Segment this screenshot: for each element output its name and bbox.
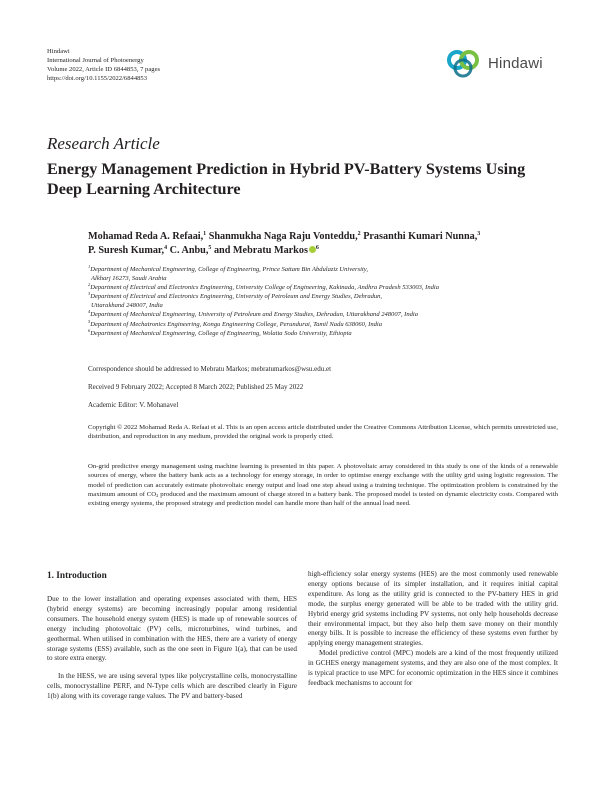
affiliation-item: $^2$Department of Electrical and Electronics Engineering, University College of Engineering, Kakinada, Andhra Pradesh 533003, India (88, 282, 439, 292)
author-list (88, 230, 558, 258)
hindawi-logo-icon (444, 46, 484, 80)
hindawi-logo (444, 46, 556, 80)
affiliation-item: $^1$Department of Mechanical Engineering, College of Engineering, Prince Sattam Bin Abdulaziz University, Alkharj 16273, Saudi Arabia (88, 264, 368, 283)
article-type: Research Article (47, 134, 160, 153)
copyright-notice: Copyright © 2022 Mohamad Reda A. Refaai et al. This is an open access article distributed under the Creative Commons Attribution License, which permits unrestricted use, distribution, and reproduction in any medium, provided the original work is properly cited. (88, 424, 558, 441)
doi-link[interactable]: https://doi.org/10.1155/2022/6844853 (47, 75, 148, 83)
author: C. Anbu,$^5$ (169, 245, 212, 256)
affiliations (88, 265, 558, 338)
author: Shanmukha Naga Raju Vonteddu,$^2$ (208, 231, 361, 242)
affiliation-item: $^3$Department of Electrical and Electronics Engineering, University of Petroleum and Energy Studies, Dehradun, Uttarakhand 248007, India (88, 291, 383, 310)
body-paragraph: In the HESS, we are using several types like polycrystalline cells, monocrystalline cells, monocrystalline PERF, and N-Type cells which are described clearly in Figure 1(b) along with its coverage range values. The PV and battery-based (47, 672, 297, 701)
affiliation-item: $^5$Department of Mechatronics Engineering, Kongu Engineering College, Perundurai, Tamil Nadu 638060, India (88, 318, 382, 328)
affiliation-item: $^6$Department of Mechanical Engineering, College of Engineering, Wolaita Sodo University, Ethiopia (88, 327, 352, 337)
logo-text: Hindawi (488, 54, 543, 72)
volume-line: Volume 2022, Article ID 6844853, 7 pages (47, 66, 161, 74)
publication-dates: Received 9 February 2022; Accepted 8 March 2022; Published 25 May 2022 (88, 383, 304, 391)
journal-meta (47, 47, 160, 83)
section-heading: 1. Introduction (47, 571, 107, 581)
body-column-left (47, 570, 297, 702)
abstract: On-grid predictive energy management using machine learning is presented in this paper. A photovoltaic array considered in this study is one of the kinds of a renewable sources of energy, where the battery bank acts as a technology for energy storage, in order to optimise energy exchange with the utility grid using logistic regression. The model of prediction can accurately estimate photovoltaic energy output and load one step ahead using a training technique. The optimization problem is constrained by the maximum amount of $CO_2$ produced and the maximum amount of charge stored in a battery bank. The proposed model is tested on dynamic electricity costs. Compared with existing energy systems, the proposed strategy and prediction model can handle more than half of the annual load need. (88, 463, 558, 508)
author: P. Suresh Kumar,$^4$ (88, 245, 168, 256)
author: and Mebratu Markos $^6$ (213, 245, 319, 256)
publisher-name: Hindawi (47, 48, 70, 55)
author: Prasanthi Kumari Nunna,$^3$ (363, 231, 481, 242)
author: Mohamad Reda A. Refaai,$^1$ (88, 231, 207, 242)
journal-name: International Journal of Photoenergy (47, 57, 144, 65)
correspondence-note: Correspondence should be addressed to Mebratu Markos; mebratumarkos@wsu.edu.et (88, 365, 332, 373)
body-paragraph: Model predictive control (MPC) models are a kind of the most frequently utilized in GCHES energy management systems, and they are also one of the most complex. It is typical practice to use MPC for economic optimization in the HES since it combines feedback mechanisms to account for (308, 649, 558, 687)
academic-editor: Academic Editor: V. Mohanavel (88, 401, 179, 409)
body-paragraph: high-efficiency solar energy systems (HES) are the most commonly used renewable energy options because of its simpler installation, and it requires initial capital expenditure. As long as the utility grid is connected to the PV-battery HES in grid mode, the surplus energy generated will be able to be traded with the utility grid. Hybrid energy grid systems including PV systems, not only help households decrease their environmental impact, but they also help them save money on their monthly energy bills. It is possible to increase the efficiency of these systems even further by applying energy management strategies. (308, 570, 558, 648)
affiliation-item: $^4$Department of Mechanical Engineering, University of Petroleum and Energy Studies, Dehradun, Uttarakhand 248007, India (88, 309, 418, 319)
body-paragraph: Due to the lower installation and operating expenses associated with them, HES (hybrid energy systems) are becoming increasingly popular among residential consumers. The household energy system (HES) is made up of renewable sources of energy including photovoltaic (PV) cells, microturbines, wind turbines, and geothermal. When utilised in combination with the HES, there are a variety of energy storage systems (ESS) available, such as the one seen in Figure 1(a), that can be used to store extra energy. (47, 595, 297, 663)
body-column-right (308, 570, 558, 689)
article-title: Energy Management Prediction in Hybrid PV-Battery Systems Using Deep Learning Architecture (47, 160, 526, 198)
orcid-icon[interactable] (309, 246, 316, 253)
